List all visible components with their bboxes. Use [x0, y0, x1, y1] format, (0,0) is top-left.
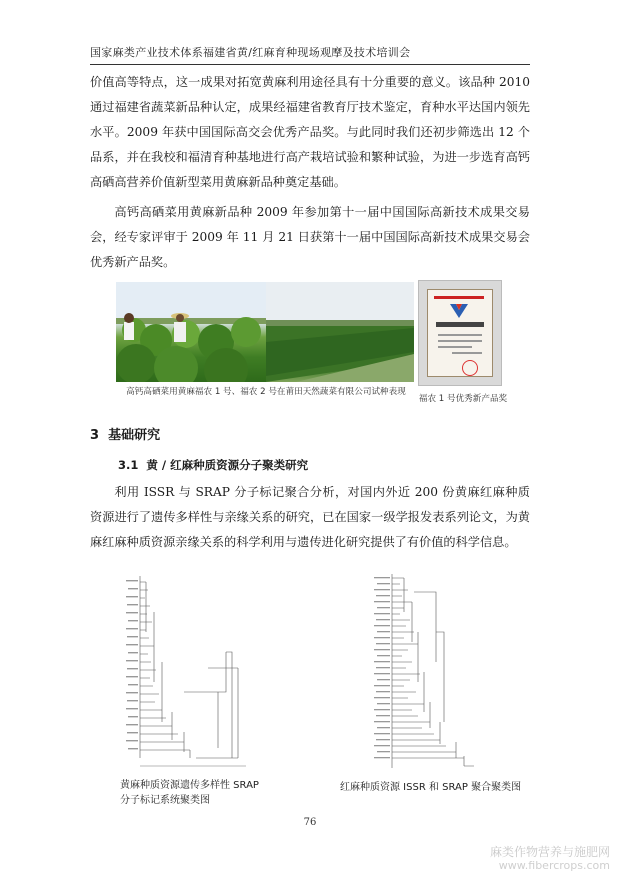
field-photo-workers-graphic: [116, 282, 266, 382]
running-header: 国家麻类产业技术体系福建省黄/红麻育种现场观摩及技术培训会: [90, 44, 530, 65]
certificate-text-line: [438, 334, 482, 336]
kenaf-dendrogram: [374, 572, 482, 772]
paragraph-3: 利用 ISSR 与 SRAP 分子标记聚合分析，对国内外近 200 份黄麻红麻种质资源进行了遗传多样性与亲缘关系的研究，已在国家一级学报发表系列论文，为黄麻红麻种质资源亲缘关系的科学利用与遗传进化研究提供了有价值的科学信息。: [90, 485, 530, 549]
certificate-text-line: [438, 346, 472, 348]
paragraph-1: 价值高等特点，这一成果对拓宽黄麻利用途径具有十分重要的意义。该品种 2010 通过福建省蔬菜新品种认定，成果经福建省教育厅技术鉴定，育种水平达国内领先水平。2009 年获中国国际高交会优秀产品奖。与此同时我们还初步筛选出 12 个品系，并在我校和福清育种基地进行高产栽培试验和繁种试验，为进一步选育高钙高硒高营养价值新型菜用黄麻新品种奠定基础。: [90, 75, 530, 189]
watermark-url: www.fibercrops.com: [498, 859, 610, 872]
field-photo-crops: [266, 282, 414, 382]
paragraph-2: 高钙高硒菜用黄麻新品种 2009 年参加第十一届中国国际高新技术成果交易会，经专家评审于 2009 年 11 月 21 日获第十一届中国国际高新技术成果交易会优秀新产品奖。: [90, 205, 530, 269]
dendrogram-caption-left: 黄麻种质资源遗传多样性 SRAP 分子标记系统聚类图: [120, 780, 259, 806]
certificate-text-line: [452, 352, 482, 354]
subsection-heading: [118, 457, 308, 473]
field-photo-crops-graphic: [266, 282, 414, 382]
fair-logo-icon: [450, 304, 468, 318]
page-number: 76: [303, 817, 317, 828]
section-title: 基础研究: [108, 428, 161, 443]
certificate-title: [436, 322, 484, 327]
section-heading: [90, 424, 160, 443]
section-number: 3: [90, 428, 100, 443]
certificate-banner: [434, 296, 484, 299]
certificate-photo: [418, 280, 502, 386]
photo-caption-right: 福农 1 号优秀新产品奖: [418, 394, 508, 404]
dendrogram-caption-right: 红麻种质资源 ISSR 和 SRAP 聚合聚类图: [340, 782, 522, 793]
field-photo-workers: [116, 282, 266, 382]
jute-dendrogram: [126, 572, 252, 772]
photo-caption-left: 高钙高硒菜用黄麻福农 1 号、福农 2 号在莆田天然蔬菜有限公司试种表现: [126, 387, 406, 397]
subsection-number: 3.1: [118, 458, 139, 472]
subsection-title: 黄 / 红麻种质资源分子聚类研究: [146, 458, 309, 472]
certificate-text-line: [438, 340, 482, 342]
watermark-title: 麻类作物营养与施肥网: [489, 845, 610, 859]
red-seal-icon: [462, 360, 478, 376]
certificate: [427, 289, 493, 377]
